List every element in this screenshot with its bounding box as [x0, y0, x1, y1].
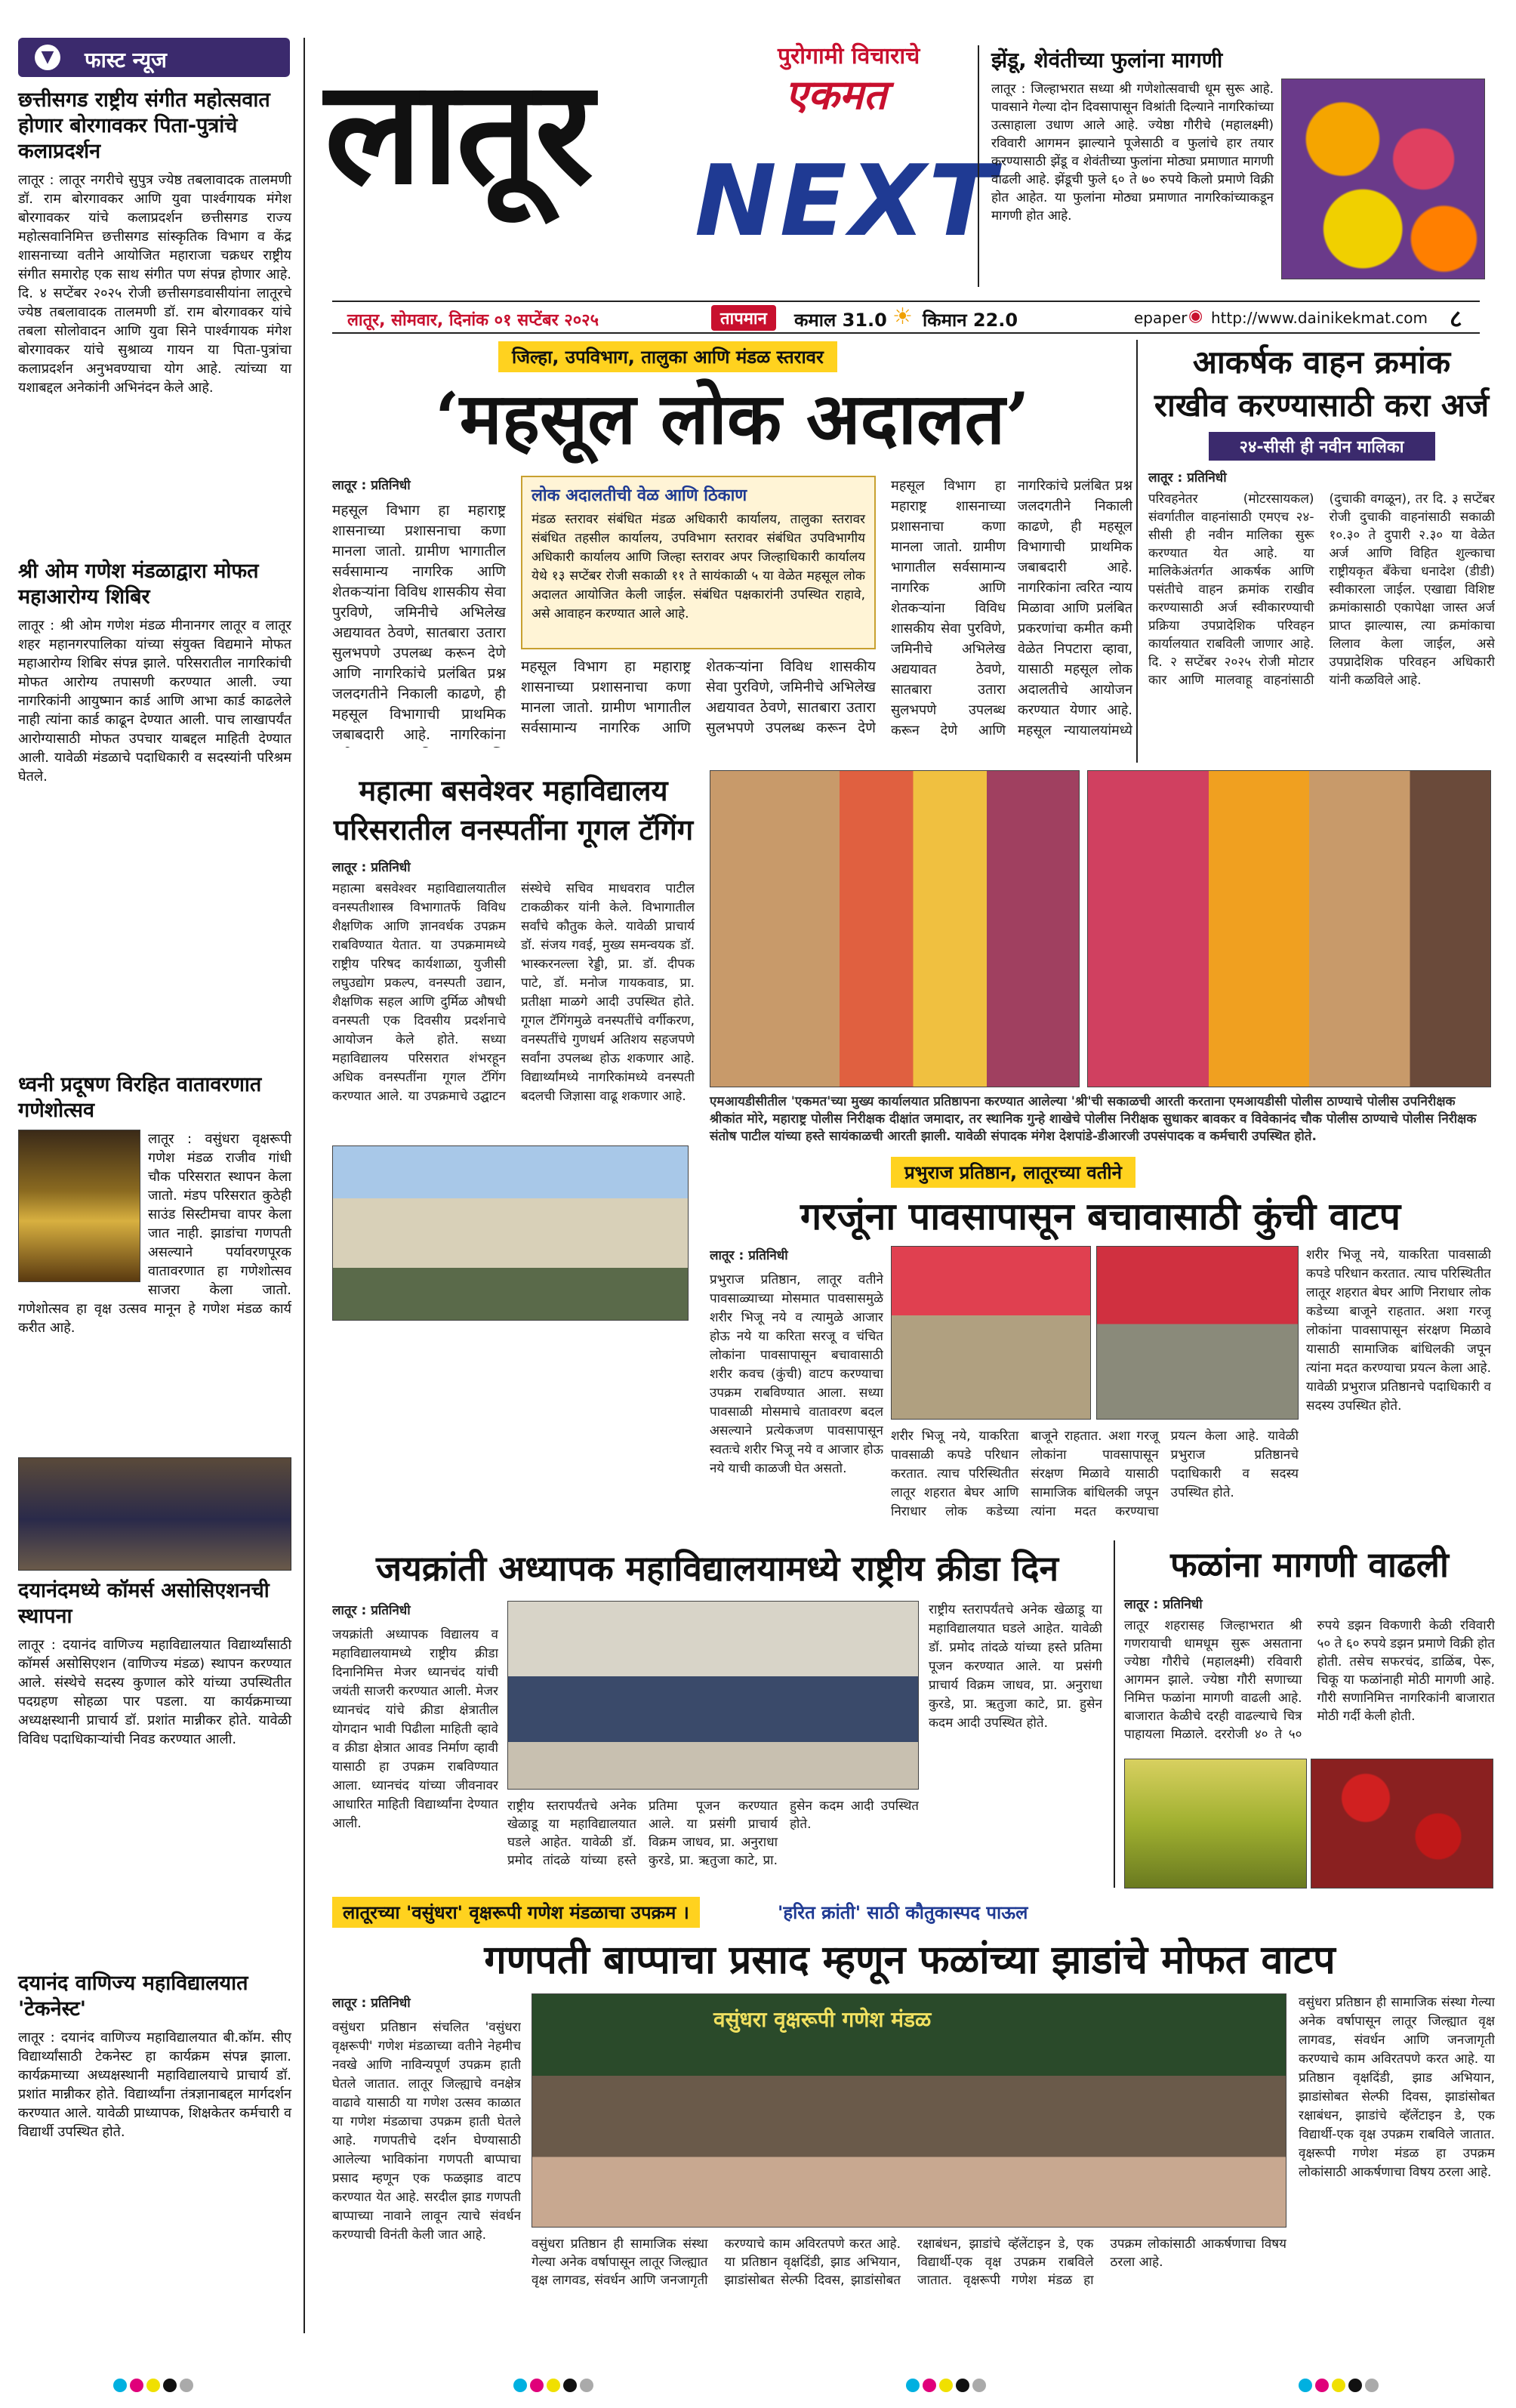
krida-story: [332, 1601, 1102, 1888]
lok-adalat-headline: ‘महसूल लोक अदालत’: [435, 378, 1030, 461]
masthead-brand: एकमत: [785, 71, 887, 119]
color-dot: [906, 2379, 920, 2392]
vasundhara-kicker-1: लातूरच्या 'वसुंधरा' वृक्षरूपी गणेश मंडळाचा उपक्रम ।: [332, 1897, 700, 1928]
color-dot: [939, 2379, 953, 2392]
byline: लातूर : प्रतिनिधी: [332, 860, 411, 875]
color-dot: [163, 2379, 177, 2392]
lok-adalat-kicker: जिल्हा, उपविभाग, तालुका आणि मंडळ स्तरावर: [498, 341, 837, 372]
color-dot: [1365, 2379, 1379, 2392]
sidebar-story-4: [18, 1578, 291, 1749]
krida-col-left: [332, 1601, 498, 1888]
banana-photo: [1124, 1759, 1307, 1888]
article-text: महसूल विभाग हा महाराष्ट्र शासनाच्या प्रशासनाचा कणा मानला जातो. ग्रामीण भागातील सर्वसामान्य नागरिक आणि शेतकऱ्यांना विविध शासकीय सेवा पुरविणे, जमिनीचे अभिलेख अद्ययावत ठेवणे, सातबारा उतारा सुलभपणे उपलब्ध करून देणे आणि नागरिकांचे प्रलंबित प्रश्न जलदगतीने निकाली काढणे, ही महसूल विभागाची प्राथमिक जबाबदारी आहे. नागरिकांना: [332, 502, 506, 743]
article-text: महसूल विभाग हा महाराष्ट्र शासनाच्या प्रशासनाचा कणा मानला जातो. ग्रामीण भागातील सर्वसामान्य नागरिक आणि शेतकऱ्यांना विविध शासकीय सेवा पुरविणे, जमिनीचे अभिलेख अद्ययावत ठेवणे, सातबारा उतारा सुलभपणे उपलब्ध करून देणे: [521, 658, 876, 736]
temperature-label: तापमान: [711, 305, 776, 331]
tree-tagging-story: [332, 770, 695, 1314]
color-dot: [1332, 2379, 1345, 2392]
arti-photo-1: [710, 770, 1080, 1087]
byline: लातूर : प्रतिनिधी: [332, 478, 411, 493]
phala-text: लातूर शहरासह जिल्हाभरात श्री गणरायाची धामधूम सुरू असताना ज्येष्ठा गौरीचे (महालक्ष्मी) रविवारी आगमन झाले. ज्येष्ठा गौरी सणाच्या निमित्त फळांना मागणी वाढली आहे. बाजारात केळीचे दरही वाढल्याचे चित्र पाहायला मिळाले. दररोजी ४० ते ५० रुपये डझन विकणारी केळी रविवारी ५० ते ६० रुपये डझन प्रमाणे विक्री होत होती. तसेच सफरचंद, डाळिंब, पेरू, चिकू या फळांनाही मोठी मागणी आहे. गौरी सणानिमित्त नागरिकांनी बाजारात मोठी गर्दी केली होती.: [1124, 1618, 1495, 1742]
article-text: वसुंधरा प्रतिष्ठान संचलित 'वसुंधरा वृक्षरूपी' गणेश मंडळाच्या वतीने नेहमीच नवखे आणि नाविन्यपूर्ण उपक्रम हाती घेतले जातात. लातूर जिल्ह्याचे वनक्षेत्र वाढावे यासाठी या गणेश उत्सव काळात या गणेश मंडळाचा उपक्रम हाती घेतले आहे. गणपतीचे दर्शन घेण्यासाठी आलेल्या भाविकांना गणपती बाप्पाचा प्रसाद म्हणून एक फळझाड वाटप करण्यात येत आहे. सरदील झाड गणपती बाप्पाच्या नावाने लावून त्याचे संवर्धन करण्याची विनंती केली जात आहे.: [332, 2020, 521, 2243]
sidebar-story-5: [18, 1971, 291, 2141]
article-text: महसूल विभाग हा महाराष्ट्र शासनाच्या प्रशासनाचा कणा मानला जातो. ग्रामीण भागातील सर्वसामान्य नागरिक आणि शेतकऱ्यांना विविध शासकीय सेवा पुरविणे, जमिनीचे अभिलेख अद्ययावत ठेवणे, सातबारा उतारा सुलभपणे उपलब्ध करून देणे आणि नागरिकांचे प्रलंबित प्रश्न जलदगतीने निकाली काढणे, ही महसूल विभागाची प्राथमिक जबाबदारी आहे. नागरिकांना त्वरित न्याय मिळावा आणि प्रलंबित प्रकरणांचा कमीत कमी वेळेत निपटारा व्हावा, यासाठी महसूल लोक अदालतीचे आयोजन करण्यात येणार आहे. महसूल न्यायालयांमध्ये: [891, 478, 1132, 738]
byline: लातूर : प्रतिनिधी: [710, 1248, 788, 1263]
color-dot: [1299, 2379, 1312, 2392]
arti-caption: एमआयडीसीतील 'एकमत'च्या मुख्य कार्यालयात प्रतिष्ठापना करण्यात आलेल्या 'श्री'ची सकाळची आरती करताना एमआयडीसी पोलीस ठाण्याचे पोलीस उपनिरीक्षक श्रीकांत मोरे, महाराष्ट्र पोलीस निरीक्षक दीक्षांत जमादार, तर स्थानिक गुन्हे शाखेचे पोलीस निरीक्षक सुधाकर बावकर व विवेकानंद चौक पोलीस ठाण्याचे पोलीस निरीक्षक संतोष पाटील यांच्या हस्ते सायंकाळची आरती झाली. यावेळी संपादक मंगेश देशपांडे-डीआरजी उपसंपादक व कर्मचारी उपस्थित होते.: [710, 1094, 1477, 1144]
sidebar-story-title: श्री ओम गणेश मंडळाद्वारा मोफत महाआरोग्य शिबिर: [18, 560, 259, 609]
krida-group-photo: [507, 1601, 919, 1790]
apples-photo: [1311, 1759, 1493, 1888]
color-dot: [563, 2379, 577, 2392]
byline: लातूर : प्रतिनिधी: [1124, 1597, 1203, 1612]
color-dot: [513, 2379, 527, 2392]
masthead-tagline-top: पुरोगामी विचाराचे: [778, 43, 920, 69]
sidebar-story-text: लातूर : दयानंद वाणिज्य महाविद्यालयात विद्यार्थ्यांसाठी कॉमर्स असोसिएशन (वाणिज्य मंडळ) स्थापन करण्यात आले. संस्थेचे सदस्य कुणाल कोरे यांच्या उपस्थितीत पदग्रहण सोहळा पार पडला. या कार्यक्रमाच्या अध्यक्षस्थानी प्राचार्य डॉ. प्रशांत मान्नीकर होते. यावेळी विविध पदाधिकाऱ्यांची निवड करण्यात आली.: [18, 1637, 291, 1747]
lok-adalat-col-right: [891, 476, 1132, 748]
page-number: ८: [1450, 304, 1462, 333]
vasundhara-col-right: वसुंधरा प्रतिष्ठान ही सामाजिक संस्था गेल्या अनेक वर्षापासून लातूर जिल्ह्यात वृक्ष लागवड, संवर्धन आणि जनजागृती करण्याचे काम अविरतपणे करत आहे. या प्रतिष्ठान वृक्षदिंडी, झाड अभियान, झाडांसोबत सेल्फी दिवस, झाडांसोबत रक्षाबंधन, झाडांचे व्हॅलेंटाइन डे, एक विद्यार्थी-एक वृक्ष उपक्रम राबविले जातात. वृक्षरूपी गणेश मंडळ हा उपक्रम लोकांसाठी आकर्षणाचा विषय ठरला आहे.: [1299, 1995, 1495, 2180]
color-dot: [180, 2379, 193, 2392]
tree-headline-1: महात्मा बसवेश्वर महाविद्यालय: [359, 774, 668, 807]
lok-adalat-col-mid: [521, 657, 876, 748]
vasundhara-kicker-2: 'हरित क्रांती' साठी कौतुकास्पद पाऊल: [778, 1902, 1028, 1923]
flowers-story: [978, 45, 1491, 287]
sidebar-header: [18, 38, 290, 77]
color-dot: [580, 2379, 593, 2392]
sidebar-story-3: [18, 1072, 291, 1337]
byline: लातूर : प्रतिनिधी: [1148, 470, 1227, 486]
kunchi-kicker: प्रभुराज प्रतिष्ठान, लातूरच्या वतीने: [891, 1157, 1135, 1188]
college-group-photo: [332, 1145, 689, 1321]
kunchi-photo-1: [891, 1246, 1091, 1420]
vasundhara-col-left: [332, 1993, 521, 2326]
temp-min: किमान 22.0: [923, 310, 1018, 331]
kunchi-col-mid: शरीर भिजू नये, याकरिता पावसाळी कपडे परिधान करतात. त्याच परिस्थितीत लातूर शहरात बेघर आणि निराधार लोक कडेच्या बाजूने राहतात. अशा गरजू लोकांना पावसापासून संरक्षण मिळावे यासाठी सामाजिक बांधिलकी जपून त्यांना मदत करण्याचा प्रयत्न केला आहे. यावेळी प्रभुराज प्रतिष्ठानचे पदाधिकारी व सदस्य उपस्थित होते.: [891, 1429, 1299, 1519]
phala-headline: फळांना मागणी वाढली: [1170, 1544, 1449, 1585]
kunchi-story: [710, 1246, 1491, 1533]
tree-headline-2: परिसरातील वनस्पतींना गूगल टॅगिंग: [333, 813, 694, 846]
color-dot: [113, 2379, 127, 2392]
ganesh-idol-photo: [18, 1130, 140, 1282]
vasundhara-headline: गणपती बाप्पाचा प्रसाद म्हणून फळांच्या झाडांचे मोफत वाटप: [484, 1938, 1336, 1983]
lok-adalat-body: [332, 476, 1132, 748]
vahan-headline-2: राखीव करण्यासाठी करा अर्ज: [1154, 387, 1490, 424]
sidebar-story-text: लातूर : श्री ओम गणेश मंडळ मीनानगर लातूर व लातूर शहर महानगरपालिका यांच्या संयुक्त विद्यमाने मोफत महाआरोग्य शिबिर संपन्न झाले. परिसरातील नागरिकांची मोफत आरोग्य तपासणी करण्यात आली. ज्या नागरिकांनी आयुष्मान कार्ड आणि आभा कार्ड काढलेले नाही त्यांना कार्ड काढून देण्यात आली. पाच लाखापर्यंत आरोग्यासाठी मोफत उपचार याबद्दल माहिती देण्यात आली. यावेळी मंडळाचे पदाधिकारी व सदस्यांनी परिश्रम घेतले.: [18, 618, 291, 785]
sidebar-title: फास्ट न्यूज: [85, 48, 167, 72]
lok-adalat-col-left: [332, 476, 506, 748]
story-text: लातूर : जिल्हाभरात सध्या श्री गणेशोत्सवाची धूम सुरू आहे. पावसाने गेल्या दोन दिवसापासून विश्रांती दिल्याने नागरिकांच्या उत्साहाला उधाण आले आहे. ज्येष्ठा गौरीचे (महालक्ष्मी) रविवारी आगमन झाल्याने पूजेसाठी व फुलांचे हार तयार करण्यासाठी झेंडू व शेवंतीच्या फुलांना मोठ्या प्रमाणात मागणी वाढली आहे. झेंडूची फुले ६० ते ७० रुपये किलो प्रमाणे विक्री होत आहेत. या फुलांना मोठ्या प्रमाणात नागरिकांच्याकडून मागणी होत आहे.: [991, 82, 1274, 224]
krida-headline: जयक्रांती अध्यापक महाविद्यालयामध्ये राष्ट्रीय क्रीडा दिन: [375, 1548, 1059, 1589]
sidebar-story-text: लातूर : दयानंद वाणिज्य महाविद्यालयात बी.कॉम. सीए विद्यार्थ्यांसाठी टेकनेस्ट हा कार्यक्रम संपन्न झाला. कार्यक्रमाच्या अध्यक्षस्थानी महाविद्यालयाचे प्राचार्य डॉ. प्रशांत मान्नीकर होते. विद्यार्थ्यांना तंत्रज्ञानाबद्दल मार्गदर्शन करण्यात आले. यावेळी प्राध्यापक, शिक्षकेतर कर्मचारी व विद्यार्थी उपस्थित होते.: [18, 2030, 291, 2140]
color-dot: [547, 2379, 560, 2392]
byline: लातूर : प्रतिनिधी: [332, 1603, 411, 1618]
mandal-banner-text: वसुंधरा वृक्षरूपी गणेश मंडळ: [713, 2007, 932, 2032]
epaper-label: epaper: [1134, 309, 1188, 327]
temp-max: कमाल 31.0: [794, 310, 887, 331]
site-url[interactable]: http://www.dainikekmat.com: [1211, 309, 1428, 327]
vasundhara-col-mid: वसुंधरा प्रतिष्ठान ही सामाजिक संस्था गेल्या अनेक वर्षापासून लातूर जिल्ह्यात वृक्ष लागवड, संवर्धन आणि जनजागृती करण्याचे काम अविरतपणे करत आहे. या प्रतिष्ठान वृक्षदिंडी, झाड अभियान, झाडांसोबत सेल्फी दिवस, झाडांसोबत रक्षाबंधन, झाडांचे व्हॅलेंटाइन डे, एक विद्यार्थी-एक वृक्ष उपक्रम राबविले जातात. वृक्षरूपी गणेश मंडळ हा उपक्रम लोकांसाठी आकर्षणाचा विषय ठरला आहे.: [532, 2237, 1286, 2288]
color-dot: [1315, 2379, 1329, 2392]
sidebar-story-2: [18, 559, 291, 786]
sidebar-story-1: [18, 88, 291, 397]
color-dot: [146, 2379, 160, 2392]
masthead-next: NEXT: [695, 143, 999, 258]
vahan-kicker: २४-सीसी ही नवीन मालिका: [1209, 432, 1435, 461]
sidebar-story-title: ध्वनी प्रदूषण विरहित वातावरणात गणेशोत्सव: [18, 1073, 262, 1122]
globe-icon: ◉: [1188, 307, 1203, 325]
kunchi-col-right: शरीर भिजू नये, याकरिता पावसाळी कपडे परिधान करतात. त्याच परिस्थितीत लातूर शहरात बेघर आणि निराधार लोक कडेच्या बाजूने राहतात. अशा गरजू लोकांना पावसापासून संरक्षण मिळावे यासाठी सामाजिक बांधिलकी जपून त्यांना मदत करण्याचा प्रयत्न केला आहे. यावेळी प्रभुराज प्रतिष्ठानचे पदाधिकारी व सदस्य उपस्थित होते.: [1306, 1247, 1491, 1414]
sidebar-story-title: दयानंद वाणिज्य महाविद्यालयात 'टेकनेस्ट': [18, 1972, 248, 2021]
date-bar: [332, 301, 1480, 334]
story-headline: झेंडू, शेवंतीच्या फुलांना मागणी: [991, 48, 1223, 72]
article-text: जयक्रांती अध्यापक विद्यालय व महाविद्यालयामध्ये राष्ट्रीय क्रीडा दिनानिमित्त मेजर ध्यानचंद यांची जयंती साजरी करण्यात आली. मेजर ध्यानचंद यांचे क्रीडा क्षेत्रातील योगदान भावी पिढीला माहिती व्हावे व क्रीडा क्षेत्रात आवड निर्माण व्हावी यासाठी हा उपक्रम राबविण्यात आला. ध्यानचंद यांच्या जीवनावर आधारित माहिती विद्यार्थ्यांना देण्यात आली.: [332, 1627, 498, 1831]
sidebar-story-title: छत्तीसगड राष्ट्रीय संगीत महोत्सवात होणार बोरगावकर पिता-पुत्रांचे कलाप्रदर्शन: [18, 88, 270, 163]
vasundhara-event-photo: [532, 1993, 1286, 2228]
color-dot: [923, 2379, 936, 2392]
lok-adalat-box: [521, 476, 876, 649]
color-dot: [972, 2379, 986, 2392]
color-dot: [956, 2379, 969, 2392]
registration-marks: [0, 2379, 1516, 2401]
flowers-photo: [1281, 79, 1485, 279]
dateline: लातूर, सोमवार, दिनांक ०१ सप्टेंबर २०२५: [347, 311, 599, 330]
kunchi-photo-2: [1096, 1246, 1299, 1420]
box-title: लोक अदालतीची वेळ आणि ठिकाण: [532, 486, 747, 505]
article-text: प्रभुराज प्रतिष्ठान, लातूर वतीने पावसाळ्याच्या मोसमात पावसासमुळे शरीर भिजू नये व त्यामुळे आजार होऊ नये या करिता सरजू व चंचित लोकांना पावसापासून बचावासाठी शरीर कवच (कुंची) वाटप करण्याचा उपक्रम राबविण्यात आला. सध्या पावसाळी मोसमाचे वातावरण बदल असल्याने प्रत्येकजण पावसापासून स्वतःचे शरीर भिजू नये व आजार होऊ नये याची काळजी घेत असतो.: [710, 1272, 883, 1476]
color-dot: [130, 2379, 143, 2392]
phala-story: [1114, 1540, 1495, 1888]
masthead-title: लातूर: [325, 48, 591, 216]
sidebar-story-title: दयानंदमध्ये कॉमर्स असोसिएशनची स्थापना: [18, 1579, 270, 1628]
group-photo-commerce: [18, 1457, 291, 1571]
color-dot: [530, 2379, 544, 2392]
kunchi-headline: गरजूंना पावसापासून बचावासाठी कुंची वाटप: [800, 1195, 1401, 1238]
vahan-text: परिवहनेतर (मोटरसायकल) संवर्गातील वाहनांसाठी एमएच २४-सीसी ही नवीन मालिका सुरू करण्यात येत आहे. या मालिकेअंतर्गत आकर्षक आणि पसंतीचे वाहन क्रमांक राखीव करण्यासाठी अर्ज स्वीकारण्याची प्रक्रिया उपप्रादेशिक परिवहन कार्यालयात राबविली जाणार आहे. दि. २ सप्टेंबर २०२५ रोजी मोटार कार आणि मालवाहू वाहनांसाठी (दुचाकी वगळून), तर दि. ३ सप्टेंबर रोजी दुचाकी वाहनांसाठी सकाळी १०.३० ते दुपारी २.३० या वेळेत अर्ज आणि विहित शुल्काचा राष्ट्रीयकृत बँकेचा धनादेश (डीडी) स्वीकारला जाईल. एखाद्या विशिष्ट क्रमांकासाठी एकापेक्षा जास्त अर्ज प्राप्त झाल्यास, त्या क्रमांकाचा लिलाव केला जाईल, असे उपप्रादेशिक परिवहन अधिकारी यांनी कळविले आहे.: [1148, 492, 1495, 688]
tree-text: महात्मा बसवेश्वर महाविद्यालयातील वनस्पतीशास्त्र विभागातर्फे विविध शैक्षणिक आणि ज्ञानवर्धक उपक्रम राबविण्यात येतात. या उपक्रमामध्ये राष्ट्रीय परिषद कार्यशाळा, युजीसी लघुउद्योग प्रकल्प, वनस्पती उद्यान, शैक्षणिक सहल आणि दुर्मिळ औषधी वनस्पती एक दिवसीय प्रदर्शनाचे आयोजन केले होते. सध्या महाविद्यालय परिसरात शंभरहून अधिक वनस्पतींना गूगल टॅगिंग करण्यात आले. या उपक्रमाचे उद्घाटन संस्थेचे सचिव माधवराव पाटील टाकळीकर यांनी केले. विभागातील सर्वांचे कौतुक केले. यावेळी प्राचार्य डॉ. संजय गवई, मुख्य समन्वयक डॉ. भास्करनल्ला रेड्डी, प्रा. डॉ. दीपक पाटे, डॉ. मनोज गायकवाड, प्रा. प्रतीक्षा माळगे आदी उपस्थित होते. गूगल टॅगिंगमुळे वनस्पतींचे वर्गीकरण, वनस्पतींचे गुणधर्म अतिशय सहजपणे सर्वांना उपलब्ध होऊ शकणार आहे. विद्यार्थ्यांमध्ये नागरिकांमध्ये वनस्पती बदलची जिज्ञासा वाढू शकणार आहे.: [332, 881, 695, 1104]
masthead: [317, 38, 999, 294]
arti-photo-2: [1087, 770, 1491, 1087]
kunchi-col-left: [710, 1246, 883, 1533]
sun-icon: ☀: [892, 304, 913, 330]
krida-col-right: राष्ट्रीय स्तरापर्यंतचे अनेक खेळाडू या महाविद्यालयात घडले आहेत. यावेळी डॉ. प्रमोद तांदळे यांच्या हस्ते प्रतिमा पूजन करण्यात आले. या प्रसंगी प्राचार्य विक्रम जाधव, प्रा. अनुराधा कुरडे, प्रा. ऋतुजा काटे, प्रा. हुसेन कदम आदी उपस्थित होते.: [929, 1602, 1102, 1731]
vahan-story: [1136, 340, 1495, 763]
vahan-headline-1: आकर्षक वाहन क्रमांक: [1192, 344, 1451, 381]
sidebar-story-text: लातूर : लातूर नगरीचे सुपुत्र ज्येष्ठ तबलावादक तालमणी डॉ. राम बोरगावकर आणि युवा पार्श्वगायक मंगेश बोरगावकर यांचे कलाप्रदर्शन छत्तीसगड राज्य महोत्सवानिमित्त छत्तीसगड सांस्कृतिक विभाग व केंद्र शासनाच्या वतीने आयोजित महाराजा चक्रधर राष्ट्रीय संगीत समारोह एक साथ संगीत पण संपन्न होणार आहे. दि. ४ सप्टेंबर २०२५ रोजी छत्तीसगडवासीयांना लातूरचे ज्येष्ठ तबलावादक तालमणी डॉ. राम बोरगावकर यांचे तबला सोलोवादन आणि युवा सिने पार्श्वगायक मंगेश बोरगावकर यांचे सुश्राव्य गायन या पिता-पुत्रांचा कलाप्रदर्शन अनुभवण्याचा योग आहे. त्यांच्या या यशाबद्दल अनेकांनी अभिनंदन केले आहे.: [18, 172, 291, 396]
krida-col-mid: राष्ट्रीय स्तरापर्यंतचे अनेक खेळाडू या महाविद्यालयात घडले आहेत. यावेळी डॉ. प्रमोद तांदळे यांच्या हस्ते प्रतिमा पूजन करण्यात आले. या प्रसंगी प्राचार्य विक्रम जाधव, प्रा. अनुराधा कुरडे, प्रा. ऋतुजा काटे, प्रा. हुसेन कदम आदी उपस्थित होते.: [507, 1799, 919, 1868]
sidebar-story-text: लातूर : वसुंधरा वृक्षरूपी गणेश मंडळ राजीव गांधी चौक परिसरात स्थापन केला जातो. मंडप परिसरात कुठेही साउंड सिस्टीमचा वापर केला जात नाही. झाडांचा गणपती असल्याने पर्यावरणपूरक वातावरणात हा गणेशोत्सव साजरा केला जातो. गणेशोत्सव हा वृक्ष उत्सव मानून हे गणेश मंडळ कार्य करीत आहे.: [18, 1131, 291, 1336]
byline: लातूर : प्रतिनिधी: [332, 1996, 411, 2011]
vasundhara-story: [332, 1993, 1495, 2326]
sidebar: [18, 38, 305, 2333]
box-text: मंडळ स्तरावर संबंधित मंडळ अधिकारी कार्यालय, तालुका स्तरावर संबंधित तहसील कार्यालय, उपविभाग स्तरावर संबंधित उपविभागीय अधिकारी कार्यालय आणि जिल्हा स्तरावर अपर जिल्हाधिकारी कार्यालय येथे १३ सप्टेंबर रोजी सकाळी ११ ते सायंकाळी ५ या वेळेत महसूल लोक अदालत आयोजित केली जाईल. संबंधित पक्षकारांनी उपस्थित राहावे, असे आवाहन करण्यात आले आहे.: [532, 512, 865, 621]
fast-news-icon: ▼: [35, 45, 60, 70]
color-dot: [1348, 2379, 1362, 2392]
